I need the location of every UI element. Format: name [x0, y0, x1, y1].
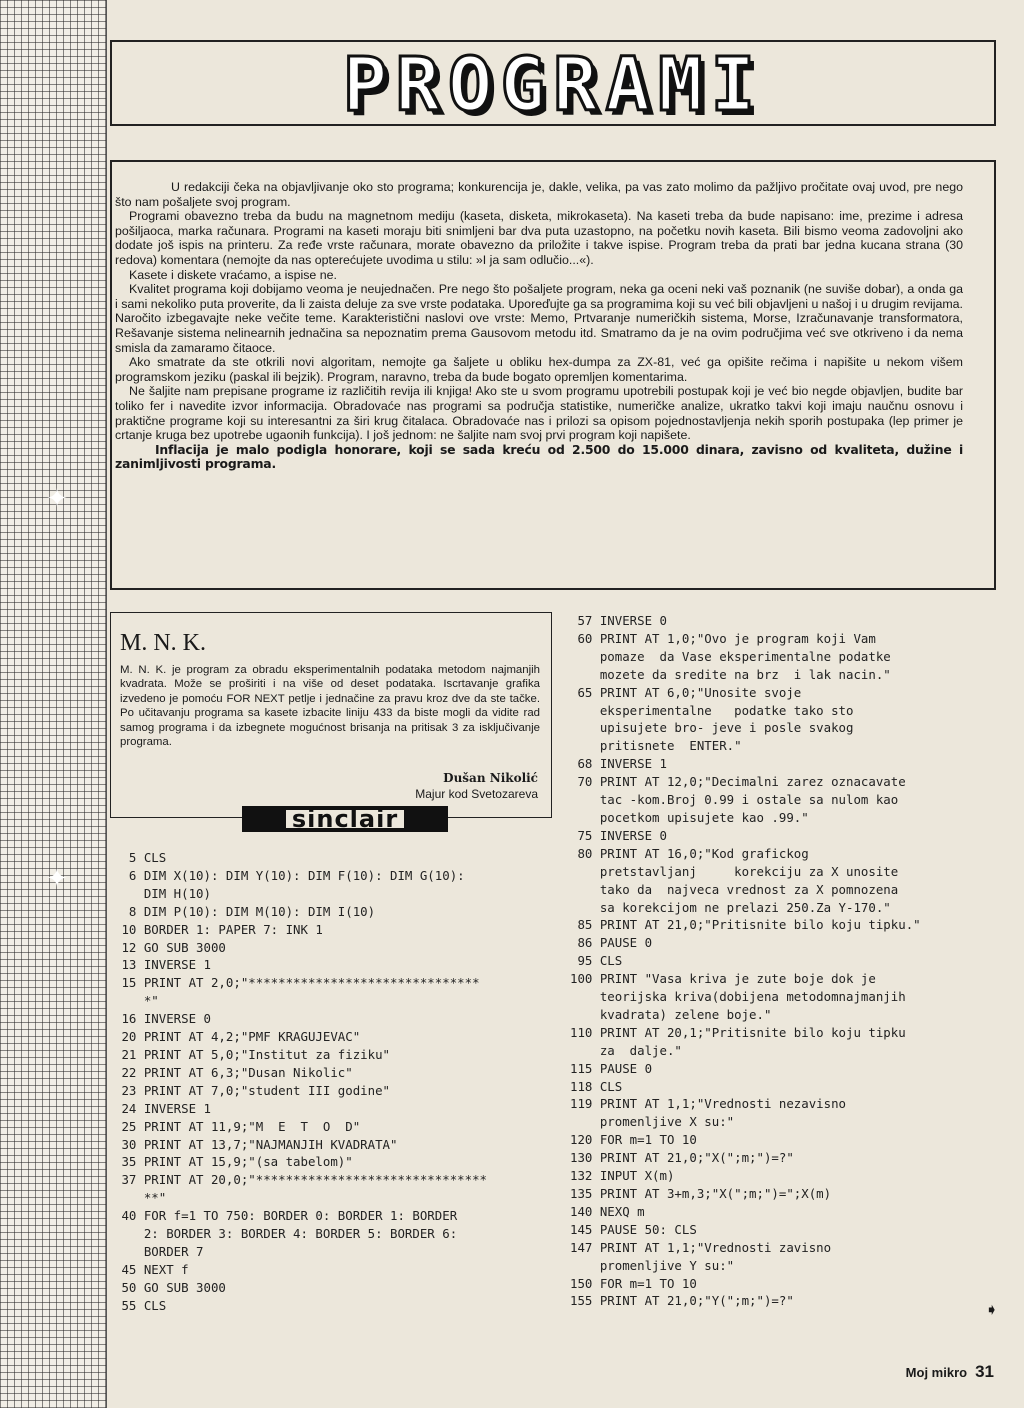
code-line: 135 PRINT AT 3+m,3;"X(";m;")=";X(m) — [570, 1186, 832, 1201]
code-line: 120 FOR m=1 TO 10 — [570, 1132, 697, 1148]
code-line: *" — [114, 993, 159, 1009]
code-line: BORDER 7 — [114, 1243, 204, 1259]
intro-text — [115, 180, 963, 472]
intro-paragraph: Programi obavezno treba da budu na magnetnom mediju (kaseta, disketa, mikrokaseta). Na kaseti treba da bude napisano: ime, prezime i adresa pošiljaoca, marka računara. Programi na kaseti moraju biti snimljeni bar dva puta uzastopno, na početku novih kaseta. Bili bismo veoma zadovoljni ako dodate još ispis na printeru. Za ređe vrste računara, morate obavezno da priložite i takve ispise. Program treba da prati bar jedna kucana strana (30 redova) komentara (nemojte da nas opterećujete uvodima u stilu: »I ja sam odlučio...«). — [115, 209, 963, 267]
code-line: eksperimentalne podatke tako sto — [570, 702, 854, 718]
code-line: 75 INVERSE 0 — [570, 827, 667, 843]
code-line: 16 INVERSE 0 — [114, 1011, 211, 1027]
code-line: mozete da sredite na brz i lak nacin." — [570, 666, 891, 682]
code-line: pritisnete ENTER." — [570, 738, 742, 754]
code-line: 118 CLS — [570, 1078, 623, 1094]
code-line: pomaze da Vase eksperimentalne podatke — [570, 648, 891, 664]
code-line: **" — [114, 1190, 167, 1206]
code-line: kvadrata) zelene boje." — [570, 1006, 772, 1022]
page-footer — [906, 1362, 994, 1382]
intro-paragraph: U redakciji čeka na objavljivanje oko sto programa; konkurencija je, dakle, velika, pa vas zato molimo da pažljivo pročitate ovaj uvod, pre nego što nam pošaljete svoj program. — [115, 180, 963, 209]
code-line: 21 PRINT AT 5,0;"Institut za fiziku" — [114, 1046, 391, 1062]
code-line: 150 FOR m=1 TO 10 — [570, 1275, 697, 1291]
code-line: tac -kom.Broj 0.99 i ostale sa nulom kao — [570, 792, 899, 808]
code-line: upisujete bro- jeve i posle svakog — [570, 720, 854, 736]
code-line: 40 FOR f=1 TO 750: BORDER 0: BORDER 1: BORDER — [114, 1208, 458, 1224]
registration-mark-icon: ✦ — [46, 484, 68, 514]
code-line: 95 CLS — [570, 953, 623, 969]
registration-mark-icon: ✦ — [46, 864, 68, 894]
code-line: 2: BORDER 3: BORDER 4: BORDER 5: BORDER 6: — [114, 1226, 458, 1242]
code-line: za dalje." — [570, 1042, 682, 1058]
code-line: 37 PRINT AT 20,0;"******************************* — [114, 1172, 487, 1188]
brand-label: sinclair — [286, 810, 404, 828]
code-line: 45 NEXT f — [114, 1261, 189, 1277]
intro-paragraph: Ako smatrate da ste otkrili novi algoritam, nemojte ga šaljete u obliku hex-dumpa za ZX-81, već ga opišite rečima i napišite u nekom višem programskom jeziku (paskal ili bejzik). Program, naravno, treba da bude bogato opremljen komentarima. — [115, 355, 963, 384]
title-box — [110, 40, 996, 126]
code-line: 13 INVERSE 1 — [114, 957, 211, 973]
code-line: 5 CLS — [114, 850, 167, 865]
intro-paragraph: Kvalitet programa koji dobijamo veoma je neujednačen. Pre nego što pošaljete program, neka ga oceni neki vaš poznanik (ne suviše dobar), a onda ga i sami nekoliko puta proverite, da li zaista deluje za sve vrste podataka. Uporeďujte ga sa programima koji su već bili objavljeni u našoj i u drugim revijama. Naročito izbegavajte neke večite teme. Karakteristični naslovi ove vrste: Memo, Prtvaranje numeričkih sistema, Morse, Izračunavanje transformatora, Rešavanje sistema nelinearnih jednačina sa nepoznatim prema Gausovom metodu itd. Smatramo da je na ovim područjima već sve otkriveno i da nema smisla da zamaramo čitaoce. — [115, 282, 963, 355]
continue-arrow-icon: ➧ — [985, 1300, 999, 1319]
code-line: 30 PRINT AT 13,7;"NAJMANJIH KVADRATA" — [114, 1136, 398, 1152]
code-line: 86 PAUSE 0 — [570, 935, 653, 951]
code-line: 60 PRINT AT 1,0;"Ovo je program koji Vam — [570, 630, 876, 646]
code-line: 22 PRINT AT 6,3;"Dusan Nikolic" — [114, 1064, 353, 1080]
code-line: 10 BORDER 1: PAPER 7: INK 1 — [114, 921, 323, 937]
code-line: 80 PRINT AT 16,0;"Kod grafickog — [570, 845, 809, 861]
code-line: pocetkom upisujete kao .99." — [570, 809, 809, 825]
honorarium-note: Inflacija je malo podigla honorare, koji se sada kreću od 2.500 do 15.000 dinara, zavisno od kvaliteta, dužine i zanimljivosti programa. — [115, 441, 963, 472]
code-line: 20 PRINT AT 4,2;"PMF KRAGUJEVAC" — [114, 1029, 361, 1045]
author-place: Majur kod Svetozareva — [415, 787, 538, 801]
code-listing-left — [114, 849, 487, 1315]
code-line: 24 INVERSE 1 — [114, 1100, 211, 1116]
page-title: PROGRAMI — [342, 42, 764, 128]
code-line: 110 PRINT AT 20,1;"Pritisnite bilo koju tipku — [570, 1024, 906, 1040]
code-line: 23 PRINT AT 7,0;"student III godine" — [114, 1082, 391, 1098]
code-line: 85 PRINT AT 21,0;"Pritisnite bilo koju tipku." — [570, 917, 921, 933]
code-line: 140 NEXQ m — [570, 1203, 645, 1219]
code-line: promenljive Y su:" — [570, 1257, 735, 1273]
article-heading: M. N. K. — [120, 630, 207, 656]
code-line: sa korekcijom ne prelazi 250.Za Y-170." — [570, 899, 891, 915]
code-line: 25 PRINT AT 11,9;"M E T O D" — [114, 1118, 361, 1134]
intro-paragraph: Ne šaljite nam prepisane programe iz različitih revija ili knjiga! Ako ste u svom programu upotrebili postupak koji je već bio negde objavljen, budite bar toliko fer i navedite izvor informacija. Obradovaće nas programi sa područja statistike, numeričke analize, ukratko takvi koji imaju naučnu osnovu i praktične programe koji su interesantni za širi krug čitalaca. Obradovaće nas i prilozi sa opisom pojednostavljenja nekih sporih postupaka (lep primer je crtanje kruga bez upotrebe ugaonih funkcija). I još jednom: ne šaljite nam svoj prvi program koji napišete. — [115, 384, 963, 443]
code-line: teorijska kriva(dobijena metodomnajmanjih — [570, 989, 906, 1005]
author-name: Dušan Nikolić — [443, 771, 538, 785]
code-line: 70 PRINT AT 12,0;"Decimalni zarez oznacavate — [570, 774, 906, 790]
article-paragraph: M. N. K. je program za obradu eksperimentalnih podataka metodom najmanjih kvadrata. Može se proširiti i na više od deset podataka. Iscrtavanje grafika izvedeno je pomoću FOR NEXT petlje i jednačine za pravu kroz dve da ste tačke. Po učitavanju programa sa kasete izbacite liniju 433 da biste mogli da vidite rad samog programa i da izbegnete mogućnost brisanja na pritisak 3 za isključivanje programa. — [120, 664, 540, 749]
code-line: DIM H(10) — [114, 885, 211, 901]
code-listing-right — [570, 612, 921, 1310]
magazine-name: Moj mikro — [905, 1365, 968, 1380]
article-body — [120, 663, 540, 749]
code-line: 50 GO SUB 3000 — [114, 1279, 226, 1295]
code-line: 147 PRINT AT 1,1;"Vrednosti zavisno — [570, 1239, 832, 1255]
code-line: 12 GO SUB 3000 — [114, 939, 226, 955]
code-line: 15 PRINT AT 2,0;"******************************* — [114, 975, 480, 991]
code-line: 8 DIM P(10): DIM M(10): DIM I(10) — [114, 903, 376, 919]
intro-paragraph: Kasete i diskete vraćamo, a ispise ne. — [129, 267, 337, 282]
code-line: 55 CLS — [114, 1297, 167, 1313]
code-line: 155 PRINT AT 21,0;"Y(";m;")=?" — [570, 1293, 794, 1309]
code-line: promenljive X su:" — [570, 1114, 735, 1130]
author-block — [415, 770, 538, 802]
code-line: 65 PRINT AT 6,0;"Unosite svoje — [570, 684, 802, 700]
graph-paper-margin — [0, 0, 107, 1408]
code-line: 119 PRINT AT 1,1;"Vrednosti nezavisno — [570, 1096, 847, 1112]
code-line: 35 PRINT AT 15,9;"(sa tabelom)" — [114, 1154, 353, 1170]
code-line: 68 INVERSE 1 — [570, 756, 667, 772]
code-line: 145 PAUSE 50: CLS — [570, 1221, 697, 1237]
code-line: 132 INPUT X(m) — [570, 1168, 675, 1184]
code-line: 130 PRINT AT 21,0;"X(";m;")=?" — [570, 1150, 794, 1166]
code-line: 6 DIM X(10): DIM Y(10): DIM F(10): DIM G(10): — [114, 867, 465, 883]
code-line: tako da najveca vrednost za X pomnozena — [570, 881, 899, 897]
code-line: pretstavljanj korekciju za X unosite — [570, 863, 899, 879]
code-line: 100 PRINT "Vasa kriva je zute boje dok je — [570, 971, 876, 987]
page-number: 31 — [975, 1362, 994, 1381]
code-line: 115 PAUSE 0 — [570, 1060, 653, 1076]
sinclair-logo — [242, 806, 448, 832]
code-line: 57 INVERSE 0 — [570, 613, 667, 628]
